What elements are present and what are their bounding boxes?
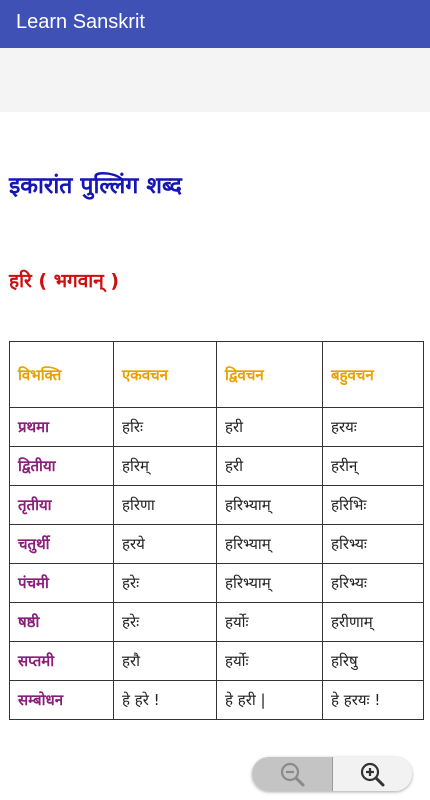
zoom-out-button[interactable] [252, 757, 333, 791]
singular-form: हरेः [114, 564, 217, 603]
singular-form: हरिणा [114, 486, 217, 525]
case-name: तृतीया [10, 486, 114, 525]
plural-form: हरीणाम् [323, 603, 424, 642]
dual-form: हरिभ्याम् [217, 525, 323, 564]
magnifier-minus-icon [279, 761, 305, 787]
declension-table [9, 341, 424, 720]
dual-form: हरिभ्याम् [217, 564, 323, 603]
case-name: सम्बोधन [10, 681, 114, 720]
table-row [10, 681, 424, 720]
dual-form: हरी [217, 408, 323, 447]
word-subheading: हरि ( भगवान् ) [9, 270, 120, 292]
lesson-content [0, 112, 430, 800]
dual-form: हरिभ्याम् [217, 486, 323, 525]
plural-form: हरिभ्यः [323, 564, 424, 603]
zoom-in-button[interactable] [333, 757, 413, 791]
banner-area [0, 48, 430, 112]
dual-form: हर्योः [217, 642, 323, 681]
zoom-controls [252, 757, 412, 791]
case-name: सप्तमी [10, 642, 114, 681]
table-row [10, 603, 424, 642]
plural-form: हरिषु [323, 642, 424, 681]
dual-form: हर्योः [217, 603, 323, 642]
column-header-dual: द्विवचन [217, 342, 323, 408]
singular-form: हरये [114, 525, 217, 564]
plural-form: हरिभिः [323, 486, 424, 525]
singular-form: हरिः [114, 408, 217, 447]
case-name: प्रथमा [10, 408, 114, 447]
plural-form: हे हरयः ! [323, 681, 424, 720]
case-name: चतुर्थी [10, 525, 114, 564]
column-header-singular: एकवचन [114, 342, 217, 408]
case-name: षष्ठी [10, 603, 114, 642]
singular-form: हरेः [114, 603, 217, 642]
singular-form: हे हरे ! [114, 681, 217, 720]
table-row [10, 564, 424, 603]
app-title: Learn Sanskrit [16, 11, 145, 33]
page-heading: इकारांत पुल्लिंग शब्द [9, 173, 182, 199]
dual-form: हे हरी | [217, 681, 323, 720]
dual-form: हरी [217, 447, 323, 486]
table-row [10, 486, 424, 525]
plural-form: हरिभ्यः [323, 525, 424, 564]
app-bar [0, 0, 430, 48]
case-name: पंचमी [10, 564, 114, 603]
column-header-plural: बहुवचन [323, 342, 424, 408]
table-row [10, 447, 424, 486]
singular-form: हरिम् [114, 447, 217, 486]
table-row [10, 642, 424, 681]
magnifier-plus-icon [359, 761, 385, 787]
table-row [10, 408, 424, 447]
table-header-row [10, 342, 424, 408]
plural-form: हरयः [323, 408, 424, 447]
plural-form: हरीन् [323, 447, 424, 486]
singular-form: हरौ [114, 642, 217, 681]
column-header-case: विभक्ति [10, 342, 114, 408]
case-name: द्वितीया [10, 447, 114, 486]
table-row [10, 525, 424, 564]
